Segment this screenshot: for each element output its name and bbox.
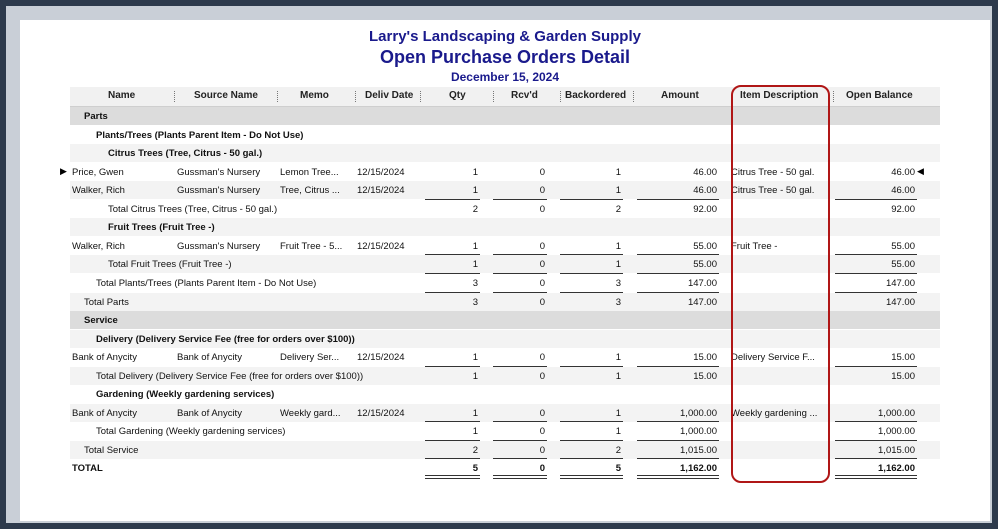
- subtotal-rule: [425, 273, 480, 274]
- backordered-cell: 2: [615, 203, 621, 215]
- qty-cell: 1: [472, 352, 478, 364]
- rcvd-cell: 0: [539, 240, 545, 252]
- total-label: Total Fruit Trees (Fruit Tree -): [108, 259, 232, 271]
- col-resize-handle[interactable]: [560, 91, 561, 102]
- grand-total-rule: [425, 475, 480, 479]
- group-label: Delivery (Delivery Service Fee (free for orders over $100)): [96, 333, 355, 345]
- open-balance-cell: 1,162.00: [878, 463, 915, 475]
- rcvd-cell: 0: [539, 296, 545, 308]
- rcvd-cell: 0: [539, 277, 545, 289]
- source-name-cell: Gussman's Nursery: [177, 240, 261, 252]
- group-label: Gardening (Weekly gardening services): [96, 389, 275, 401]
- col-open-balance[interactable]: Open Balance: [846, 90, 913, 101]
- open-balance-cell: 15.00: [891, 370, 915, 382]
- backordered-cell: 1: [615, 407, 621, 419]
- grand-total-rule: [493, 475, 547, 479]
- col-rcvd[interactable]: Rcv'd: [511, 90, 538, 101]
- open-balance-cell: 1,000.00: [878, 407, 915, 419]
- qty-cell: 1: [472, 370, 478, 382]
- amount-cell: 1,162.00: [680, 463, 717, 475]
- total-label: Total Service: [84, 444, 139, 456]
- open-balance-cell: 15.00: [891, 352, 915, 364]
- open-balance-cell: 55.00: [891, 259, 915, 271]
- subtotal-rule: [425, 254, 480, 255]
- row-pointer-icon: ◀: [917, 165, 924, 176]
- subtotal-rule: [493, 273, 547, 274]
- qty-cell: 5: [472, 463, 478, 475]
- item-description-cell: Weekly gardening ...: [731, 407, 818, 419]
- item-description-cell: Citrus Tree - 50 gal.: [731, 185, 815, 197]
- backordered-cell: 2: [615, 444, 621, 456]
- amount-cell: 147.00: [687, 277, 717, 289]
- col-resize-handle[interactable]: [633, 91, 634, 102]
- col-resize-handle[interactable]: [833, 91, 834, 102]
- grand-total-label: TOTAL: [72, 463, 103, 475]
- col-item-description[interactable]: Item Description: [740, 90, 819, 101]
- col-resize-handle[interactable]: [174, 91, 175, 102]
- rcvd-cell: 0: [539, 444, 545, 456]
- subtotal-rule: [425, 366, 480, 367]
- open-balance-cell: 147.00: [885, 277, 915, 289]
- rcvd-cell: 0: [539, 463, 545, 475]
- deliv-date-cell: 12/15/2024: [357, 166, 405, 178]
- backordered-cell: 1: [615, 426, 621, 438]
- source-name-cell: Gussman's Nursery: [177, 166, 261, 178]
- window-frame: [6, 6, 992, 523]
- rcvd-cell: 0: [539, 259, 545, 271]
- backordered-cell: 5: [615, 463, 621, 475]
- amount-cell: 46.00: [693, 185, 717, 197]
- total-label: Total Gardening (Weekly gardening services): [96, 426, 286, 438]
- rcvd-cell: 0: [539, 426, 545, 438]
- grand-total-rule: [637, 475, 719, 479]
- qty-cell: 1: [472, 240, 478, 252]
- source-name-cell: Gussman's Nursery: [177, 185, 261, 197]
- item-description-highlight: [731, 85, 830, 483]
- subtotal-rule: [637, 199, 719, 200]
- qty-cell: 3: [472, 277, 478, 289]
- amount-cell: 55.00: [693, 240, 717, 252]
- open-balance-cell: 147.00: [885, 296, 915, 308]
- subtotal-rule: [425, 292, 480, 293]
- qty-cell: 1: [472, 166, 478, 178]
- backordered-cell: 3: [615, 296, 621, 308]
- backordered-cell: 1: [615, 166, 621, 178]
- col-resize-handle[interactable]: [493, 91, 494, 102]
- qty-cell: 3: [472, 296, 478, 308]
- total-label: Total Citrus Trees (Tree, Citrus - 50 gal.): [108, 203, 278, 215]
- amount-cell: 92.00: [693, 203, 717, 215]
- subtotal-rule: [560, 366, 623, 367]
- name-cell: Price, Gwen: [72, 166, 124, 178]
- open-balance-cell: 46.00: [891, 185, 915, 197]
- name-cell: Walker, Rich: [72, 185, 125, 197]
- subtotal-rule: [835, 199, 917, 200]
- open-balance-cell: 1,000.00: [878, 426, 915, 438]
- report-date: December 15, 2024: [450, 70, 560, 84]
- subtotal-rule: [493, 199, 547, 200]
- subtotal-rule: [560, 421, 623, 422]
- group-label: Plants/Trees (Plants Parent Item - Do Not Use): [96, 129, 304, 141]
- backordered-cell: 1: [615, 240, 621, 252]
- subtotal-rule: [835, 273, 917, 274]
- backordered-cell: 1: [615, 352, 621, 364]
- amount-cell: 1,000.00: [680, 426, 717, 438]
- subtotal-rule: [835, 366, 917, 367]
- subtotal-rule: [425, 421, 480, 422]
- company-name: Larry's Landscaping & Garden Supply: [369, 28, 641, 45]
- subtotal-rule: [637, 421, 719, 422]
- item-description-cell: Citrus Tree - 50 gal.: [731, 166, 815, 178]
- item-description-cell: Delivery Service F...: [731, 352, 815, 364]
- subtotal-rule: [560, 440, 623, 441]
- name-cell: Bank of Anycity: [72, 407, 137, 419]
- name-cell: Bank of Anycity: [72, 352, 137, 364]
- subtotal-rule: [493, 421, 547, 422]
- grand-total-rule: [560, 475, 623, 479]
- total-label: Total Delivery (Delivery Service Fee (free for orders over $100)): [96, 370, 364, 382]
- backordered-cell: 3: [615, 277, 621, 289]
- row-pointer-icon: ▶: [60, 165, 67, 176]
- subtotal-rule: [835, 440, 917, 441]
- subtotal-rule: [835, 292, 917, 293]
- rcvd-cell: 0: [539, 407, 545, 419]
- subtotal-rule: [637, 292, 719, 293]
- amount-cell: 15.00: [693, 352, 717, 364]
- col-resize-handle[interactable]: [420, 91, 421, 102]
- subtotal-rule: [493, 292, 547, 293]
- backordered-cell: 1: [615, 259, 621, 271]
- subtotal-rule: [560, 199, 623, 200]
- subtotal-rule: [637, 254, 719, 255]
- memo-cell: Delivery Ser...: [280, 352, 340, 364]
- rcvd-cell: 0: [539, 166, 545, 178]
- group-label: Fruit Trees (Fruit Tree -): [108, 222, 215, 234]
- subtotal-rule: [493, 366, 547, 367]
- qty-cell: 1: [472, 185, 478, 197]
- subtotal-rule: [493, 254, 547, 255]
- total-label: Total Plants/Trees (Plants Parent Item - Do Not Use): [96, 277, 317, 289]
- subtotal-rule: [425, 199, 480, 200]
- amount-cell: 1,000.00: [680, 407, 717, 419]
- open-balance-cell: 46.00: [891, 166, 915, 178]
- amount-cell: 147.00: [687, 296, 717, 308]
- qty-cell: 1: [472, 426, 478, 438]
- memo-cell: Lemon Tree...: [280, 166, 339, 178]
- subtotal-rule: [425, 458, 480, 459]
- backordered-cell: 1: [615, 370, 621, 382]
- col-resize-handle[interactable]: [355, 91, 356, 102]
- source-name-cell: Bank of Anycity: [177, 407, 242, 419]
- qty-cell: 1: [472, 259, 478, 271]
- subtotal-rule: [637, 440, 719, 441]
- source-name-cell: Bank of Anycity: [177, 352, 242, 364]
- open-balance-cell: 92.00: [891, 203, 915, 215]
- backordered-cell: 1: [615, 185, 621, 197]
- col-amount[interactable]: Amount: [661, 90, 699, 101]
- subtotal-rule: [835, 458, 917, 459]
- col-backordered[interactable]: Backordered: [565, 90, 627, 101]
- deliv-date-cell: 12/15/2024: [357, 185, 405, 197]
- subtotal-rule: [560, 254, 623, 255]
- name-cell: Walker, Rich: [72, 240, 125, 252]
- subtotal-rule: [560, 292, 623, 293]
- col-name[interactable]: Name: [108, 90, 136, 101]
- subtotal-rule: [637, 366, 719, 367]
- subtotal-rule: [835, 254, 917, 255]
- deliv-date-cell: 12/15/2024: [357, 240, 405, 252]
- rcvd-cell: 0: [539, 203, 545, 215]
- grand-total-rule: [835, 475, 917, 479]
- rcvd-cell: 0: [539, 370, 545, 382]
- deliv-date-cell: 12/15/2024: [357, 407, 405, 419]
- open-balance-cell: 55.00: [891, 240, 915, 252]
- qty-cell: 2: [472, 444, 478, 456]
- amount-cell: 55.00: [693, 259, 717, 271]
- section-label: Service: [84, 315, 118, 327]
- col-source-name[interactable]: Source Name: [194, 90, 258, 101]
- deliv-date-cell: 12/15/2024: [357, 352, 405, 364]
- subtotal-rule: [493, 440, 547, 441]
- subtotal-rule: [493, 458, 547, 459]
- col-qty[interactable]: Qty: [449, 90, 466, 101]
- subtotal-rule: [425, 440, 480, 441]
- report-title: Open Purchase Orders Detail: [379, 47, 631, 67]
- col-memo[interactable]: Memo: [300, 90, 329, 101]
- item-description-cell: Fruit Tree -: [731, 240, 778, 252]
- amount-cell: 1,015.00: [680, 444, 717, 456]
- qty-cell: 2: [472, 203, 478, 215]
- rcvd-cell: 0: [539, 352, 545, 364]
- col-resize-handle[interactable]: [277, 91, 278, 102]
- amount-cell: 46.00: [693, 166, 717, 178]
- open-balance-cell: 1,015.00: [878, 444, 915, 456]
- subtotal-rule: [835, 421, 917, 422]
- qty-cell: 1: [472, 407, 478, 419]
- subtotal-rule: [637, 458, 719, 459]
- total-label: Total Parts: [84, 296, 129, 308]
- section-label: Parts: [84, 111, 108, 122]
- rcvd-cell: 0: [539, 185, 545, 197]
- group-label: Citrus Trees (Tree, Citrus - 50 gal.): [108, 148, 263, 160]
- memo-cell: Weekly gard...: [280, 407, 341, 419]
- col-deliv-date[interactable]: Deliv Date: [365, 90, 414, 101]
- memo-cell: Fruit Tree - 5...: [280, 240, 343, 252]
- report-page: [20, 20, 990, 521]
- memo-cell: Tree, Citrus ...: [280, 185, 340, 197]
- amount-cell: 15.00: [693, 370, 717, 382]
- subtotal-rule: [560, 273, 623, 274]
- subtotal-rule: [560, 458, 623, 459]
- subtotal-rule: [637, 273, 719, 274]
